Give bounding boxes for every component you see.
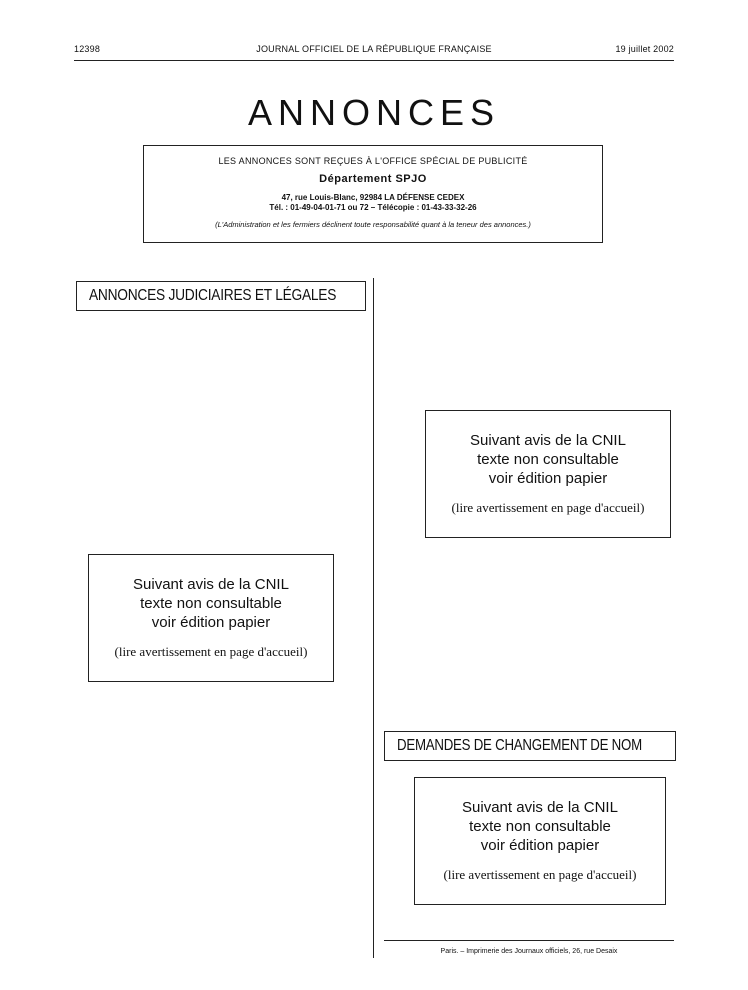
cnil-line: Suivant avis de la CNIL [470, 432, 626, 449]
disclaimer: (L'Administration et les fermiers déclinent toute responsabilité quant à la teneur des annonces.) [215, 220, 531, 229]
cnil-note: (lire avertissement en page d'accueil) [451, 500, 645, 515]
cnil-line: texte non consultable [469, 818, 611, 835]
cnil-line: texte non consultable [477, 451, 619, 468]
office-info-box [143, 145, 603, 243]
cnil-line: Suivant avis de la CNIL [462, 799, 618, 816]
cnil-line: voir édition papier [480, 837, 600, 854]
cnil-line: voir édition papier [151, 614, 271, 631]
cnil-line: Suivant avis de la CNIL [133, 576, 289, 593]
cnil-note: (lire avertissement en page d'accueil) [114, 644, 308, 659]
cnil-notice-box [88, 554, 334, 682]
footer-rule [384, 940, 674, 941]
section-heading-label: DEMANDES DE CHANGEMENT DE NOM [397, 737, 642, 754]
office-line: LES ANNONCES SONT REÇUES À L'OFFICE SPÉCIAL DE PUBLICITÉ [218, 156, 528, 166]
header-rule [74, 60, 674, 61]
cnil-line: voir édition papier [488, 470, 608, 487]
cnil-note: (lire avertissement en page d'accueil) [443, 867, 637, 882]
printer-footer: Paris. – Imprimerie des Journaux officiels, 26, rue Desaix [440, 948, 618, 955]
issue-date: 19 juillet 2002 [615, 44, 674, 54]
column-divider [373, 278, 374, 958]
section-heading-label: ANNONCES JUDICIAIRES ET LÉGALES [89, 287, 337, 304]
office-phone: Tél. : 01-49-04-01-71 ou 72 – Télécopie : 01-43-33-32-26 [269, 203, 477, 212]
office-address: 47, rue Louis-Blanc, 92984 LA DÉFENSE CEDEX [281, 193, 465, 202]
section-heading-changement-nom [384, 731, 676, 761]
journal-title: JOURNAL OFFICIEL DE LA RÉPUBLIQUE FRANÇAISE [256, 44, 492, 54]
section-heading-judiciaires [76, 281, 366, 311]
cnil-line: texte non consultable [140, 595, 282, 612]
cnil-notice-box [425, 410, 671, 538]
department-name: Département SPJO [319, 173, 427, 185]
page-number: 12398 [74, 44, 101, 54]
page-title: ANNONCES [247, 92, 501, 133]
cnil-notice-box [414, 777, 666, 905]
